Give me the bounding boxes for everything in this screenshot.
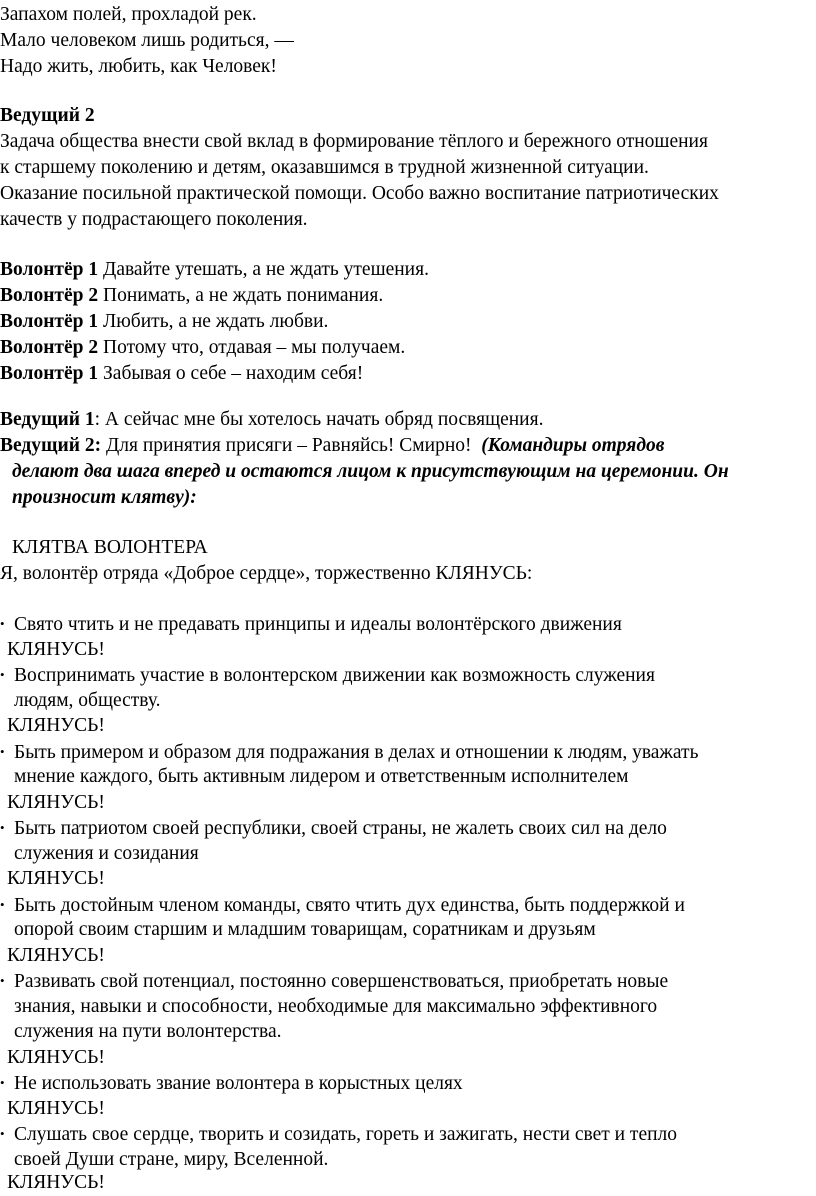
- host2-heading: Ведущий 2: [0, 105, 95, 126]
- bullet-icon: •: [0, 667, 5, 682]
- speaker-name: Ведущий 1: [0, 409, 95, 430]
- oath-item-line: • Быть примером и образом для подражания в делах и отношении к людям, уважать: [0, 739, 698, 766]
- speaker-name: Волонтёр 1: [0, 311, 99, 332]
- oath-vow: КЛЯНУСЬ!: [7, 1047, 105, 1068]
- speaker-text: Забывая о себе – находим себя!: [98, 363, 364, 384]
- oath-vow: КЛЯНУСЬ!: [7, 639, 105, 660]
- oath-vow: КЛЯНУСЬ!: [7, 792, 105, 813]
- oath-item-line: • Развивать свой потенциал, постоянно совершенствоваться, приобретать новые: [0, 968, 668, 995]
- paragraph-line: качеств у подрастающего поколения.: [0, 209, 308, 230]
- oath-intro: Я, волонтёр отряда «Доброе сердце», торжественно КЛЯНУСЬ:: [0, 563, 533, 584]
- oath-vow: КЛЯНУСЬ!: [7, 1172, 105, 1193]
- speaker-name: Волонтёр 2: [0, 285, 99, 306]
- paragraph-line: Задача общества внести свой вклад в формирование тёплого и бережного отношения: [0, 131, 708, 152]
- oath-vow: КЛЯНУСЬ!: [7, 1098, 105, 1119]
- oath-item-line: • Не использовать звание волонтера в корыстных целях: [0, 1070, 463, 1097]
- volunteer-line: [0, 335, 405, 361]
- oath-vow: КЛЯНУСЬ!: [7, 868, 105, 889]
- oath-item-line: • Свято чтить и не предавать принципы и идеалы волонтёрского движения: [0, 611, 622, 638]
- speaker-name: Волонтёр 1: [0, 259, 99, 280]
- paragraph-line: Оказание посильной практической помощи. Особо важно воспитание патриотических: [0, 183, 719, 204]
- volunteer-line: [0, 309, 328, 335]
- speaker-text: Для принятия присяги – Равняйсь! Смирно!: [101, 435, 482, 456]
- poem-line: Мало человеком лишь родиться, —: [0, 30, 294, 51]
- bullet-icon: •: [0, 744, 5, 759]
- oath-item-line: служения и созидания: [14, 843, 199, 864]
- speaker-name: Волонтёр 2: [0, 337, 99, 358]
- stage-direction: делают два шага вперед и остаются лицом к присутствующим на церемонии. Он: [12, 461, 729, 482]
- bullet-icon: •: [0, 1075, 5, 1090]
- volunteer-line: [0, 283, 383, 309]
- oath-vow: КЛЯНУСЬ!: [7, 945, 105, 966]
- volunteer-line: [0, 361, 363, 387]
- bullet-icon: •: [0, 616, 5, 631]
- speaker-text: Любить, а не ждать любви.: [98, 311, 329, 332]
- speaker-name: Ведущий 2:: [0, 435, 102, 456]
- volunteer-line: [0, 257, 429, 283]
- speaker-text: Потому что, отдавая – мы получаем.: [98, 337, 406, 358]
- bullet-icon: •: [0, 973, 5, 988]
- oath-item-line: мнение каждого, быть активным лидером и ответственным исполнителем: [14, 766, 629, 787]
- oath-item-line: людям, обществу.: [14, 690, 161, 711]
- oath-item-line: опорой своим старшим и младшим товарищам, соратникам и друзьям: [14, 919, 596, 940]
- oath-item-line: • Слушать свое сердце, творить и созидать, гореть и зажигать, нести свет и тепло: [0, 1121, 677, 1148]
- oath-item-line: • Быть патриотом своей республики, своей страны, не жалеть своих сил на дело: [0, 815, 667, 842]
- poem-line: Запахом полей, прохладой рек.: [0, 4, 257, 25]
- bullet-icon: •: [0, 897, 5, 912]
- oath-item-line: служения на пути волонтерства.: [14, 1021, 282, 1042]
- poem-line: Надо жить, любить, как Человек!: [0, 56, 277, 77]
- bullet-icon: •: [0, 1126, 5, 1141]
- oath-title: КЛЯТВА ВОЛОНТЕРА: [12, 537, 208, 558]
- speaker-text: Давайте утешать, а не ждать утешения.: [98, 259, 429, 280]
- oath-item-line: • Быть достойным членом команды, свято чтить дух единства, быть поддержкой и: [0, 892, 685, 919]
- speaker-name: Волонтёр 1: [0, 363, 99, 384]
- host2-line: [0, 433, 664, 459]
- stage-direction: (Командиры отрядов: [481, 435, 665, 456]
- oath-item-line: • Воспринимать участие в волонтерском движении как возможность служения: [0, 662, 655, 689]
- speaker-text: : А сейчас мне бы хотелось начать обряд посвящения.: [94, 409, 544, 430]
- bullet-icon: •: [0, 820, 5, 835]
- oath-item-line: знания, навыки и способности, необходимые для максимально эффективного: [14, 996, 658, 1017]
- host1-line: [0, 407, 543, 433]
- speaker-text: Понимать, а не ждать понимания.: [98, 285, 384, 306]
- oath-item-line: своей Души стране, миру, Вселенной.: [14, 1149, 329, 1170]
- oath-vow: КЛЯНУСЬ!: [7, 715, 105, 736]
- paragraph-line: к старшему поколению и детям, оказавшимся в трудной жизненной ситуации.: [0, 157, 649, 178]
- stage-direction: произносит клятву):: [12, 487, 197, 508]
